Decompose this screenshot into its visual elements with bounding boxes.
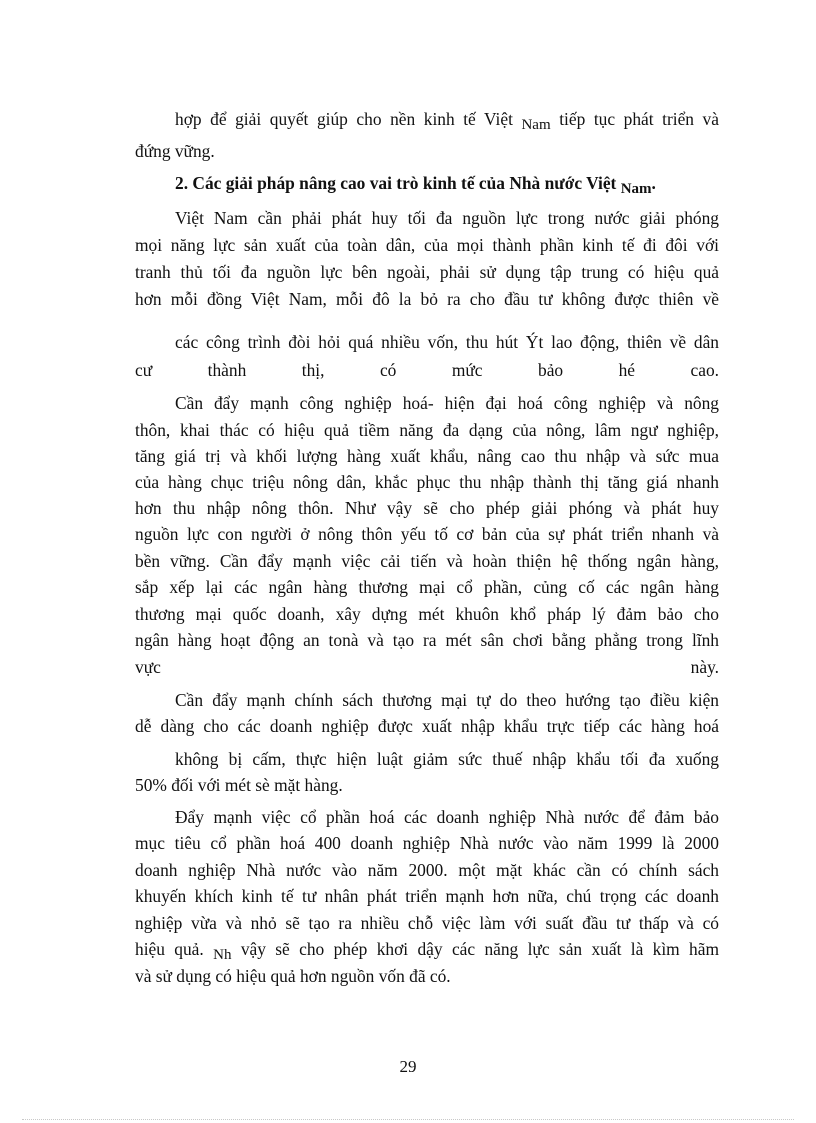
- text-line: tranh thủ tối đa nguồn lực bên ngoài, phải sử dụng tập trung có hiệu quả: [135, 262, 719, 282]
- text-line: dễ dàng cho các doanh nghiệp được xuất nhập khẩu trực tiếp các hàng hoá: [135, 716, 719, 736]
- text-line: bền vững. Cần đẩy mạnh việc cải tiến và hoàn thiện hệ thống ngân hàng,: [135, 551, 719, 571]
- text-line: thôn, khai thác có hiệu quả tiềm năng đa dạng của nông, lâm ngư nghiệp,: [135, 420, 719, 440]
- page-number: 29: [399, 1057, 417, 1076]
- text-line: hợp để giải quyết giúp cho nền kinh tế Việt Nam tiếp tục phát triển và: [175, 109, 719, 133]
- text-line: không bị cấm, thực hiện luật giảm sức thuế nhập khẩu tối đa xuống: [175, 749, 719, 769]
- text-line: hiệu quả. Nh vậy sẽ cho phép khơi dậy các năng lực sản xuất là kìm hãm: [135, 939, 719, 963]
- text-line: và sử dụng có hiệu quả hơn nguồn vốn đã có.: [135, 966, 451, 986]
- text-line: các công trình đòi hỏi quá nhiều vốn, thu hút Ýt lao động, thiên về dân: [175, 332, 719, 352]
- text-line: cư thành thị, có mức bảo hé cao.: [135, 360, 719, 380]
- text-line: tăng giá trị và khối lượng hàng xuất khẩu, nâng cao thu nhập và sức mua: [135, 446, 719, 466]
- section-heading: 2. Các giải pháp nâng cao vai trò kinh tế của Nhà nước Việt Nam.: [175, 173, 656, 197]
- text-line: 50% đối với mét sè mặt hàng.: [135, 775, 343, 795]
- text-line: doanh nghiệp Nhà nước vào năm 2000. một mặt khác cần có chính sách: [135, 860, 719, 880]
- text-line: nghiệp vừa và nhỏ sẽ tạo ra nhiều chỗ việc làm với suất đầu tư thấp và có: [135, 913, 719, 933]
- text-line: sắp xếp lại các ngân hàng thương mại cổ phần, củng cố các ngân hàng: [135, 577, 719, 597]
- text-line: mọi năng lực sản xuất của toàn dân, của mọi thành phần kinh tế đi đôi với: [135, 235, 719, 255]
- text-line: đứng vững.: [135, 141, 215, 161]
- text-line: Cần đẩy mạnh chính sách thương mại tự do theo hướng tạo điều kiện: [175, 690, 719, 710]
- text-line: hơn thu nhập nông thôn. Như vậy sẽ cho phép giải phóng và phát huy: [135, 498, 719, 518]
- text-line: mục tiêu cổ phần hoá 400 doanh nghiệp Nhà nước vào năm 1999 là 2000: [135, 833, 719, 853]
- text-line: vực này.: [135, 657, 719, 677]
- text-line: thương mại quốc doanh, xây dựng mét khuôn khổ pháp lý đảm bảo cho: [135, 604, 719, 624]
- text-line: nguồn lực con người ở nông thôn yếu tố cơ bản của sự phát triển nhanh và: [135, 524, 719, 544]
- text-line: hơn mỗi đồng Việt Nam, mỗi đô la bỏ ra cho đầu tư không được thiên về: [135, 289, 719, 309]
- text-line: Cần đẩy mạnh công nghiệp hoá- hiện đại hoá công nghiệp và nông: [175, 393, 719, 413]
- page-bottom-divider: [22, 1119, 794, 1120]
- text-line: của hàng chục triệu nông dân, khắc phục thu nhập thành thị tăng giá nhanh: [135, 472, 719, 492]
- text-line: Đẩy mạnh việc cổ phần hoá các doanh nghiệp Nhà nước để đảm bảo: [175, 807, 719, 827]
- text-line: khuyến khích kinh tế tư nhân phát triển mạnh hơn nữa, chú trọng các doanh: [135, 886, 719, 906]
- text-line: Việt Nam cần phải phát huy tối đa nguồn lực trong nước giải phóng: [175, 208, 719, 228]
- text-line: ngân hàng hoạt động an tonà và tạo ra mét sân chơi bằng phẳng trong lĩnh: [135, 630, 719, 650]
